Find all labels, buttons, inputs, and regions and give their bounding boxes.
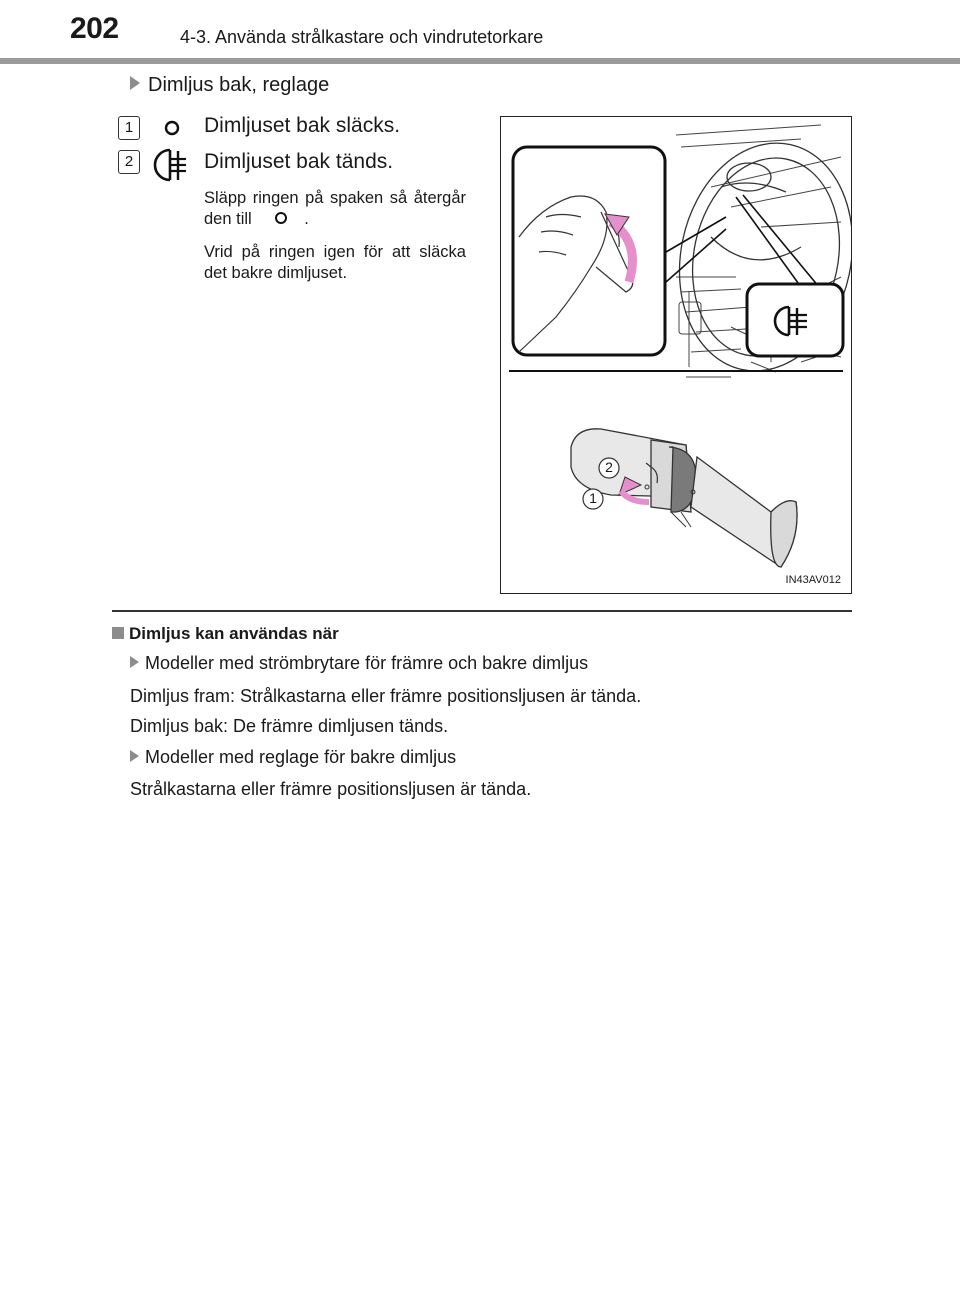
- fog-off-circle-icon: [272, 211, 290, 225]
- section-title-text: Dimljus kan användas när: [129, 624, 339, 643]
- triangle-bullet-icon: [130, 656, 139, 668]
- models-rear-fog-subheading: [130, 747, 456, 768]
- note-release-ring-text: Släpp ringen på spaken så återgår den till: [204, 189, 466, 228]
- subheading-text: Dimljus bak, reglage: [148, 74, 330, 96]
- step-number-1: 1: [118, 116, 140, 140]
- note-turn-ring-again: Vrid på ringen igen för att släcka det bakre dimljuset.: [204, 243, 466, 282]
- fog-switch-illustration: [501, 117, 851, 593]
- triangle-bullet-icon: [130, 76, 140, 90]
- callout-2: 2: [605, 459, 613, 475]
- step-2-text: Dimljuset bak tänds.: [204, 150, 394, 173]
- header-rule: [0, 58, 960, 64]
- figure-code: IN43AV012: [785, 574, 841, 586]
- rear-fog-light-icon: [152, 146, 192, 186]
- page-number: 202: [70, 12, 119, 45]
- callout-1: 1: [589, 490, 597, 506]
- square-bullet-icon: [112, 627, 124, 639]
- front-fog-condition-text: Dimljus fram: Strålkastarna eller främre positionsljusen är tända.: [130, 686, 642, 706]
- note-release-ring-end: .: [304, 210, 309, 228]
- subheading-text: Modeller med reglage för bakre dimljus: [145, 747, 457, 767]
- section-title: [112, 624, 339, 644]
- subheading-rear-fog-switch: [130, 74, 329, 97]
- step-number-2: 2: [118, 150, 140, 174]
- step-1-text: Dimljuset bak släcks.: [204, 114, 401, 137]
- section-divider: [112, 610, 852, 612]
- note-release-ring: [204, 188, 466, 230]
- chapter-title: 4-3. Använda strålkastare och vindrutetorkare: [180, 27, 544, 47]
- rear-fog-condition-text: Dimljus bak: De främre dimljusen tänds.: [130, 716, 449, 736]
- models-front-rear-fog-subheading: [130, 653, 588, 674]
- illustration-figure: [500, 116, 852, 594]
- rear-fog-only-condition-text: Strålkastarna eller främre positionsljusen är tända.: [130, 779, 532, 799]
- fog-off-circle-icon: [160, 117, 186, 141]
- triangle-bullet-icon: [130, 750, 139, 762]
- subheading-text: Modeller med strömbrytare för främre och bakre dimljus: [145, 653, 589, 673]
